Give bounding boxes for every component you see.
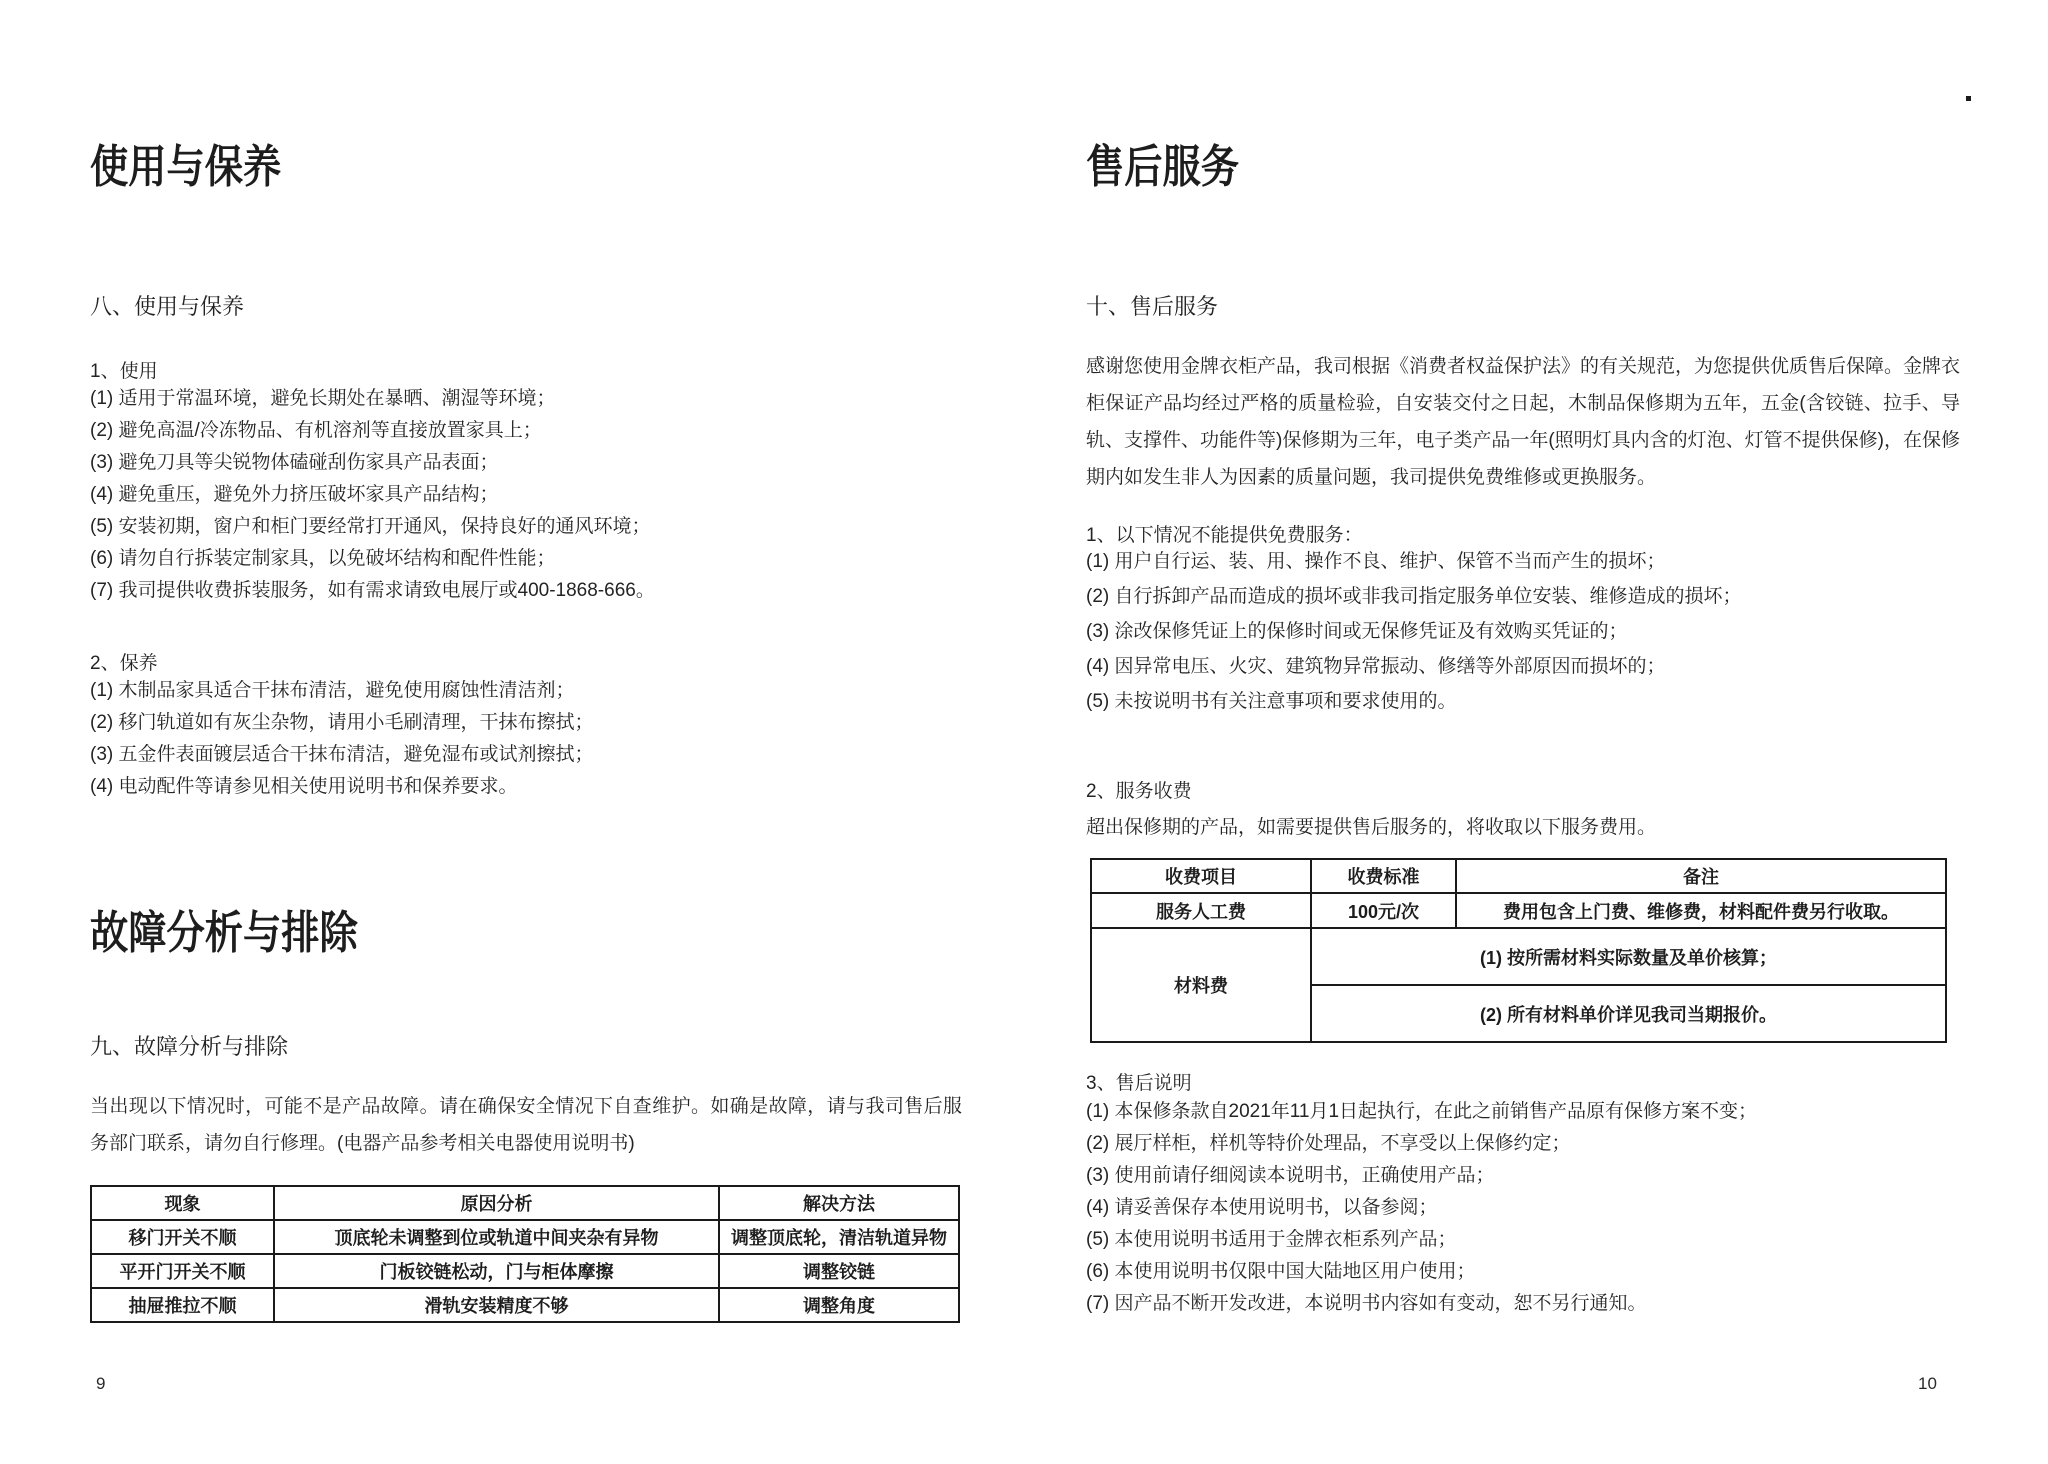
after-sales-note-item: (5) 本使用说明书适用于金牌衣柜系列产品； bbox=[1086, 1229, 1457, 1250]
care-item: (3) 五金件表面镀层适合干抹布清洁，避免湿布或试剂擦拭； bbox=[90, 744, 594, 765]
page-number-left: 9 bbox=[96, 1374, 106, 1393]
page-title-troubleshooting: 故障分析与排除 bbox=[90, 907, 358, 958]
table-row bbox=[91, 1254, 959, 1288]
care-item-list bbox=[90, 675, 594, 803]
col-header-fee-standard: 收费标准 bbox=[1311, 859, 1456, 893]
table-cell: 服务人工费 bbox=[1091, 893, 1311, 928]
table-cell: 移门开关不顺 bbox=[91, 1220, 274, 1254]
table-header-row bbox=[1091, 859, 1946, 893]
table-cell: 费用包含上门费、维修费，材料配件费另行收取。 bbox=[1456, 893, 1946, 928]
free-service-item: (4) 因异常电压、火灾、建筑物异常振动、修缮等外部原因而损坏的； bbox=[1086, 656, 1666, 677]
table-cell: 调整角度 bbox=[719, 1288, 959, 1322]
service-fee-table bbox=[1090, 858, 1947, 1043]
service-fee-desc: 超出保修期的产品，如需要提供售后服务的，将收取以下服务费用。 bbox=[1086, 817, 1657, 838]
table-row-material-fee bbox=[1091, 928, 1946, 985]
table-cell-material-note: (2) 所有材料单价详见我司当期报价。 bbox=[1311, 985, 1946, 1042]
after-sales-note-item: (3) 使用前请仔细阅读本说明书，正确使用产品； bbox=[1086, 1165, 1495, 1186]
print-artifact-dot bbox=[1966, 96, 1971, 101]
free-service-sublabel: 1、以下情况不能提供免费服务： bbox=[1086, 525, 1363, 546]
page-title-use-care: 使用与保养 bbox=[90, 141, 282, 192]
after-sales-note-item: (4) 请妥善保存本使用说明书，以备参阅； bbox=[1086, 1197, 1438, 1218]
table-cell-material-note: (1) 按所需材料实际数量及单价核算； bbox=[1311, 928, 1946, 985]
troubleshooting-intro: 当出现以下情况时，可能不是产品故障。请在确保安全情况下自查维护。如确是故障，请与我司售后服务部门联系，请勿自行修理。(电器产品参考相关电器使用说明书) bbox=[90, 1096, 962, 1154]
use-item-list bbox=[90, 383, 655, 607]
after-sales-intro: 感谢您使用金牌衣柜产品，我司根据《消费者权益保护法》的有关规范，为您提供优质售后保障。金牌衣柜保证产品均经过严格的质量检验，自安装交付之日起，木制品保修期为五年，五金(含铰链、拉手、导轨、支撑件、功能件等)保修期为三年，电子类产品一年(照明灯具内含的灯泡、灯管不提供保修)，在保修期内如发生非人为因素的质量问题，我司提供免费维修或更换服务。 bbox=[1086, 356, 1961, 488]
col-header-cause: 原因分析 bbox=[274, 1186, 719, 1220]
free-service-item: (5) 未按说明书有关注意事项和要求使用的。 bbox=[1086, 691, 1457, 712]
care-item: (2) 移门轨道如有灰尘杂物，请用小毛刷清理，干抹布擦拭； bbox=[90, 712, 594, 733]
table-header-row bbox=[91, 1186, 959, 1220]
table-cell: 100元/次 bbox=[1311, 893, 1456, 928]
free-service-list bbox=[1086, 544, 1742, 719]
col-header-fee-item: 收费项目 bbox=[1091, 859, 1311, 893]
table-cell: 调整顶底轮，清洁轨道异物 bbox=[719, 1220, 959, 1254]
free-service-item: (1) 用户自行运、装、用、操作不良、维护、保管不当而产生的损坏； bbox=[1086, 551, 1666, 572]
col-header-phenomenon: 现象 bbox=[91, 1186, 274, 1220]
after-sales-note-item: (2) 展厅样柜，样机等特价处理品，不享受以上保修约定； bbox=[1086, 1133, 1571, 1154]
table-cell-material-label: 材料费 bbox=[1091, 928, 1311, 1042]
col-header-remark: 备注 bbox=[1456, 859, 1946, 893]
after-sales-notes-sublabel: 3、售后说明 bbox=[1086, 1073, 1192, 1094]
use-item: (1) 适用于常温环境，避免长期处在暴晒、潮湿等环境； bbox=[90, 388, 556, 409]
use-item: (4) 避免重压，避免外力挤压破坏家具产品结构； bbox=[90, 484, 499, 505]
table-cell: 抽屉推拉不顺 bbox=[91, 1288, 274, 1322]
free-service-item: (2) 自行拆卸产品而造成的损坏或非我司指定服务单位安装、维修造成的损坏； bbox=[1086, 586, 1742, 607]
after-sales-notes-list bbox=[1086, 1096, 1757, 1320]
after-sales-note-item: (1) 本保修条款自2021年11月1日起执行，在此之前销售产品原有保修方案不变； bbox=[1086, 1101, 1758, 1122]
table-row-labor-fee bbox=[1091, 893, 1946, 928]
troubleshooting-table bbox=[90, 1185, 960, 1323]
section-heading-9: 九、故障分析与排除 bbox=[90, 1034, 289, 1059]
use-item: (6) 请勿自行拆装定制家具，以免破坏结构和配件性能； bbox=[90, 548, 556, 569]
table-row bbox=[91, 1220, 959, 1254]
page-number-right: 10 bbox=[1918, 1374, 1937, 1393]
care-item: (1) 木制品家具适合干抹布清洁，避免使用腐蚀性清洁剂； bbox=[90, 680, 575, 701]
table-cell: 调整铰链 bbox=[719, 1254, 959, 1288]
page-title-after-sales: 售后服务 bbox=[1086, 141, 1240, 192]
table-cell: 平开门开关不顺 bbox=[91, 1254, 274, 1288]
table-cell: 顶底轮未调整到位或轨道中间夹杂有异物 bbox=[274, 1220, 719, 1254]
care-sublabel: 2、保养 bbox=[90, 653, 158, 674]
table-cell: 门板铰链松动，门与柜体摩擦 bbox=[274, 1254, 719, 1288]
section-heading-8: 八、使用与保养 bbox=[90, 294, 245, 319]
use-sublabel: 1、使用 bbox=[90, 361, 158, 382]
use-item: (2) 避免高温/冷冻物品、有机溶剂等直接放置家具上； bbox=[90, 420, 542, 441]
table-row bbox=[91, 1288, 959, 1322]
use-item: (3) 避免刀具等尖锐物体磕碰刮伤家具产品表面； bbox=[90, 452, 499, 473]
after-sales-note-item: (6) 本使用说明书仅限中国大陆地区用户使用； bbox=[1086, 1261, 1476, 1282]
col-header-solution: 解决方法 bbox=[719, 1186, 959, 1220]
free-service-item: (3) 涂改保修凭证上的保修时间或无保修凭证及有效购买凭证的； bbox=[1086, 621, 1628, 642]
use-item: (5) 安装初期，窗户和柜门要经常打开通风，保持良好的通风环境； bbox=[90, 516, 651, 537]
care-item: (4) 电动配件等请参见相关使用说明书和保养要求。 bbox=[90, 776, 518, 797]
table-cell: 滑轨安装精度不够 bbox=[274, 1288, 719, 1322]
service-fee-sublabel: 2、服务收费 bbox=[1086, 781, 1192, 802]
after-sales-note-item: (7) 因产品不断开发改进，本说明书内容如有变动，恕不另行通知。 bbox=[1086, 1293, 1647, 1314]
section-heading-10: 十、售后服务 bbox=[1086, 294, 1219, 319]
use-item: (7) 我司提供收费拆装服务，如有需求请致电展厅或400-1868-666。 bbox=[90, 580, 655, 601]
